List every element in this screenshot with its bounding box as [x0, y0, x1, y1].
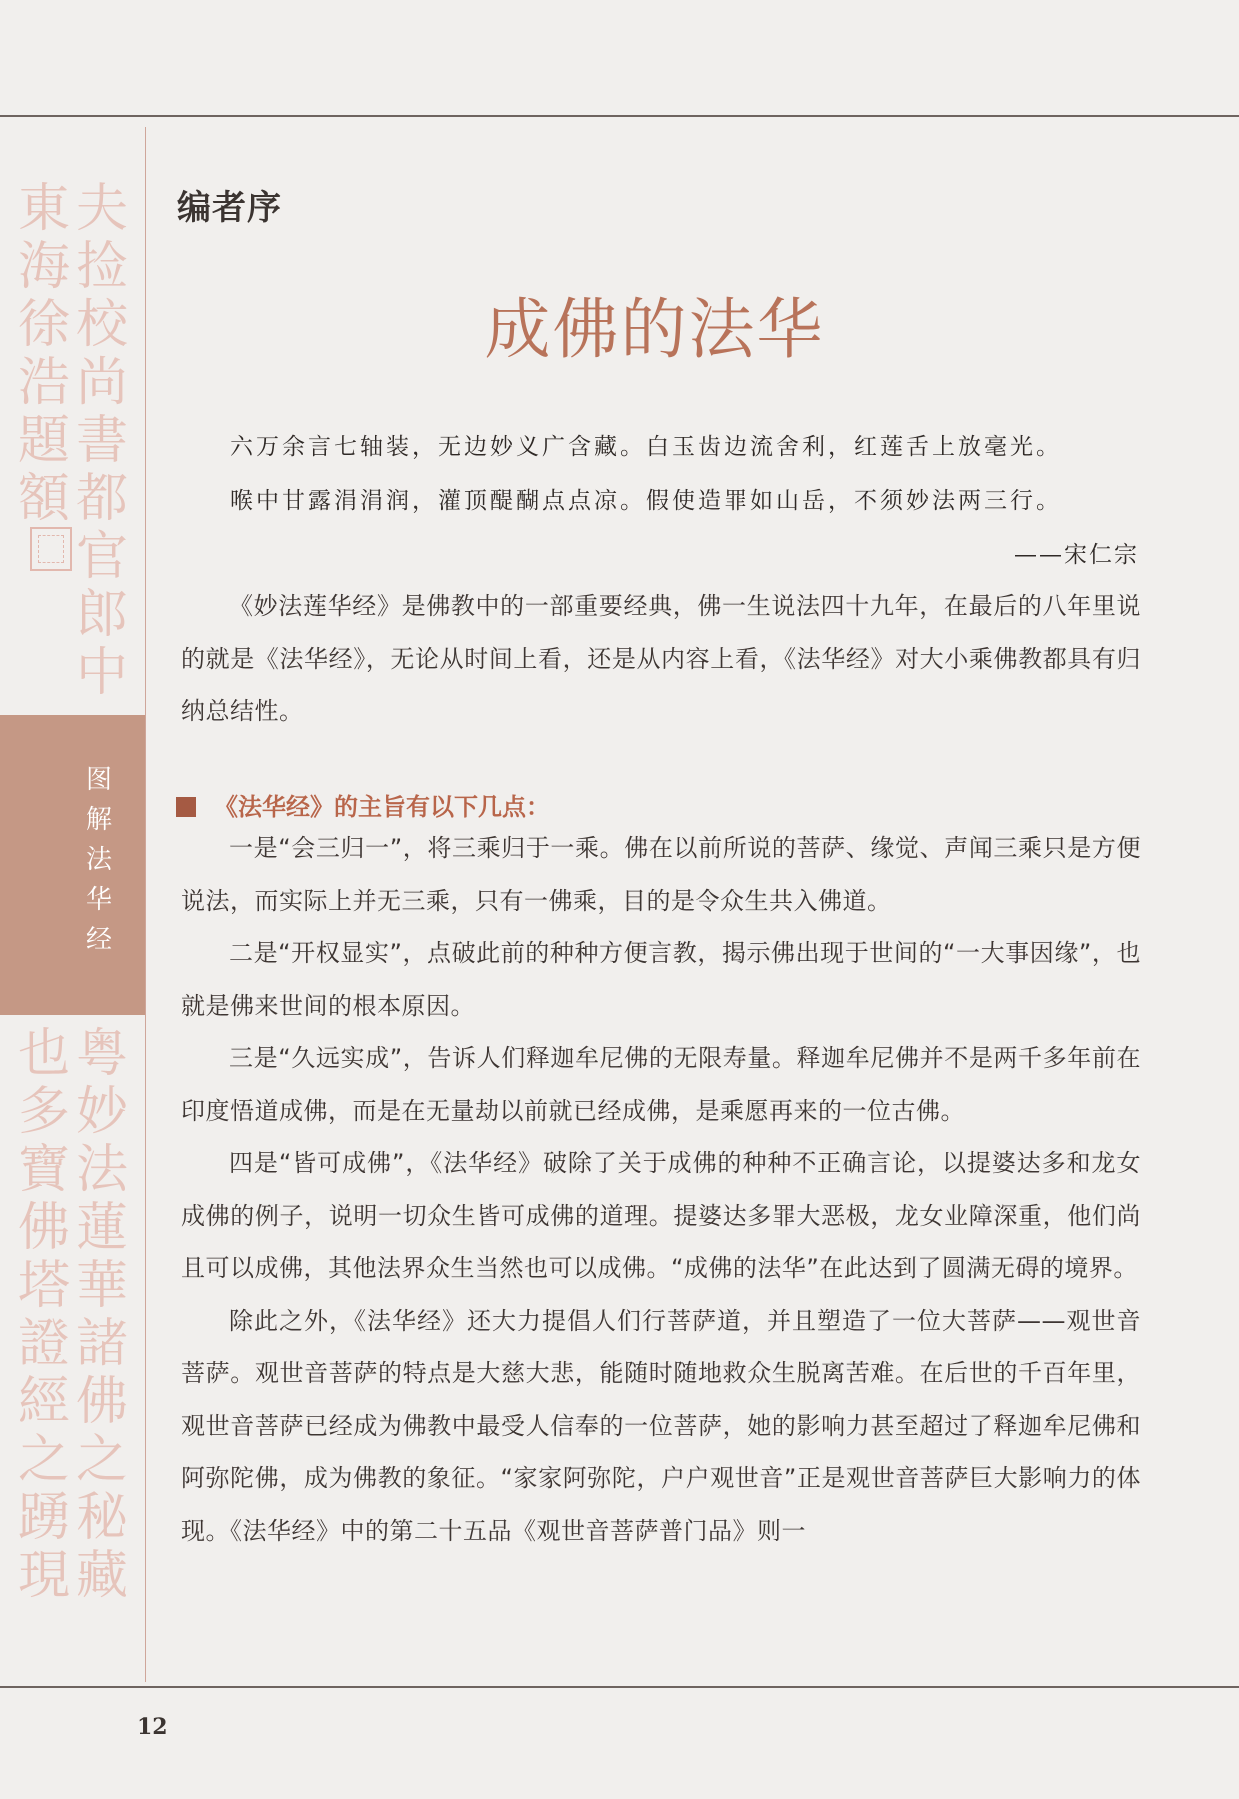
bottom-rule	[0, 1686, 1239, 1688]
top-rule	[0, 115, 1239, 117]
subheading	[176, 787, 550, 822]
body-paragraph: 除此之外，《法华经》还大力提倡人们行菩萨道，并且塑造了一位大菩萨——观世音菩萨。观世音菩萨的特点是大慈大悲，能随时随地救众生脱离苦难。在后世的千百年里，观世音菩萨已经成为佛教中最受人信奉的一位菩萨，她的影响力甚至超过了释迦牟尼佛和阿弥陀佛，成为佛教的象征。“家家阿弥陀，户户观世音”正是观世音菩萨巨大影响力的体现。《法华经》中的第二十五品《观世音菩萨普门品》则一	[181, 1306, 1141, 1545]
body-paragraph: 三是“久远实成”，告诉人们释迦牟尼佛的无限寿量。释迦牟尼佛并不是两千多年前在印度悟道成佛，而是在无量劫以前就已经成佛，是乘愿再来的一位古佛。	[181, 1044, 1141, 1125]
side-tab	[0, 715, 145, 1015]
seal-stamp	[30, 527, 72, 571]
page-number: 12	[137, 1714, 168, 1740]
section-label: 编者序	[177, 188, 282, 228]
poem-line-1: 六万余言七轴装，无边妙义广含藏。白玉齿边流舍利，红莲舌上放毫光。	[230, 434, 1062, 460]
calligraphy-column-top-left: 東海徐浩題額	[17, 179, 70, 529]
subheading-text: 《法华经》的主旨有以下几点：	[214, 793, 550, 821]
poem-line-2: 喉中甘露涓涓润，灌顶醍醐点点凉。假使造罪如山岳，不须妙法两三行。	[230, 488, 1062, 514]
poem-attribution: ——宋仁宗	[1014, 542, 1139, 568]
calligraphy-column-top-right: 夫捡校尚書都官郎中	[75, 179, 128, 703]
side-tab-label: 图解法华经	[85, 765, 112, 955]
body-paragraph: 二是“开权显实”，点破此前的种种方便言教，揭示佛出现于世间的“一大事因缘”，也就是佛来世间的根本原因。	[181, 939, 1141, 1020]
intro-paragraph: 《妙法莲华经》是佛教中的一部重要经典，佛一生说法四十九年，在最后的八年里说的就是《法华经》，无论从时间上看，还是从内容上看，《法华经》对大小乘佛教都具有归纳总结性。	[181, 592, 1141, 725]
main-body	[181, 822, 1141, 1557]
calligraphy-column-bottom-right: 粤妙法蓮華諸佛之秘藏	[75, 1024, 128, 1606]
square-bullet-icon	[176, 797, 196, 817]
intro-section	[181, 580, 1141, 738]
body-paragraph: 一是“会三归一”，将三乘归于一乘。佛在以前所说的菩萨、缘觉、声闻三乘只是方便说法，而实际上并无三乘，只有一佛乘，目的是令众生共入佛道。	[181, 834, 1141, 915]
page-title: 成佛的法华	[484, 291, 825, 368]
calligraphy-column-bottom-left: 也多寶佛塔證經之踴現	[17, 1024, 70, 1606]
body-paragraph: 四是“皆可成佛”，《法华经》破除了关于成佛的种种不正确言论，以提婆达多和龙女成佛的例子，说明一切众生皆可成佛的道理。提婆达多罪大恶极，龙女业障深重，他们尚且可以成佛，其他法界众生当然也可以成佛。“成佛的法华”在此达到了圆满无碍的境界。	[181, 1149, 1141, 1282]
